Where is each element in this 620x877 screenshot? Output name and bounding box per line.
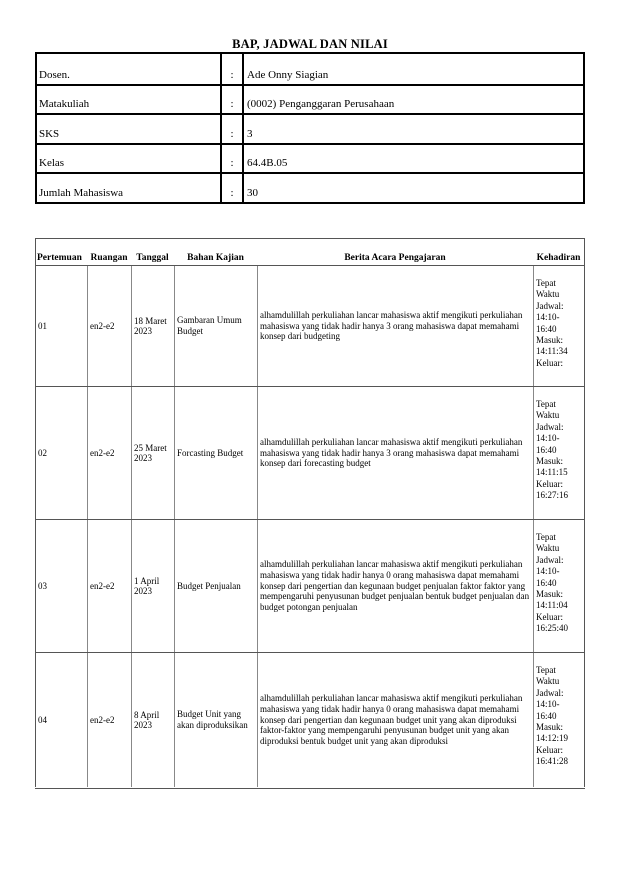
info-separator: : [220, 86, 244, 114]
cell-pertemuan: 03 [38, 581, 47, 591]
teaching-record-table [35, 238, 585, 787]
cell-berita-acara: alhamdulillah perkuliahan lancar mahasiswa aktif mengikuti perkuliahan mahasiswa yang tidak hadir hanya 3 orang mahasiswa dapat memahami konsep dari forecasting budget [257, 387, 533, 519]
document-title: BAP, JADWAL DAN NILAI [232, 37, 388, 51]
cell-kehadiran: Tepat Waktu Jadwal: 14:10- 16:40 Masuk: 14:12:19 Keluar: 16:41:28 [533, 653, 584, 787]
cell-ruangan: en2-e2 [87, 387, 131, 519]
info-row-kelas [37, 143, 583, 173]
info-row-matakuliah [37, 84, 583, 114]
info-row-dosen [37, 54, 583, 84]
info-value: 3 [247, 127, 253, 140]
table-row [36, 519, 584, 652]
table-bottom-border [35, 788, 585, 789]
cell-bahan-kajian: Budget Penjualan [174, 520, 257, 652]
cell-tanggal: 1 April 2023 [131, 520, 174, 652]
cell-ruangan: en2-e2 [87, 520, 131, 652]
info-label: Matakuliah [39, 98, 90, 111]
cell-berita-acara: alhamdulillah perkuliahan lancar mahasiswa aktif mengikuti perkuliahan mahasiswa yang tidak hadir hanya 0 orang mahasiswa dapat memahami konsep dari pengertian dan kegunaan budget unit yang akan diproduksi faktor-faktor yang mempengaruhi penyusunan budget unit yang akan diproduksi bentuk budget unit yang akan diproduksi [257, 653, 533, 787]
info-row-jumlah-mahasiswa [37, 172, 583, 202]
cell-tanggal: 25 Maret 2023 [131, 387, 174, 519]
cell-ruangan: en2-e2 [87, 653, 131, 787]
info-label: Kelas [39, 157, 65, 170]
info-label: Jumlah Mahasiswa [39, 186, 124, 199]
header-ruangan: Ruangan [90, 253, 128, 263]
info-separator: : [220, 115, 244, 143]
info-row-sks [37, 113, 583, 143]
cell-kehadiran: Tepat Waktu Jadwal: 14:10- 16:40 Masuk: 14:11:15 Keluar: 16:27:16 [533, 387, 584, 519]
cell-berita-acara: alhamdulillah perkuliahan lancar mahasiswa aktif mengikuti perkuliahan mahasiswa yang tidak hadir hanya 0 orang mahasiswa dapat memahami konsep dari pengertian dan kegunaan budget penjualan faktor faktor yang mempengaruhi penyusunan budget penjualan bentuk budget penjualan dan budget potongan penjualan [257, 520, 533, 652]
table-row [36, 265, 584, 386]
table-row [36, 386, 584, 519]
info-separator: : [220, 174, 244, 202]
info-label: SKS [39, 127, 60, 140]
cell-ruangan: en2-e2 [87, 266, 131, 386]
info-separator: : [220, 54, 244, 84]
info-value: Ade Onny Siagian [247, 68, 329, 81]
cell-tanggal: 8 April 2023 [131, 653, 174, 787]
header-berita-acara: Berita Acara Pengajaran [344, 253, 446, 263]
cell-bahan-kajian: Gambaran Umum Budget [174, 266, 257, 386]
table-header-row [36, 239, 584, 265]
cell-pertemuan: 01 [38, 321, 47, 331]
header-bahan-kajian: Bahan Kajian [187, 253, 244, 263]
info-label: Dosen. [39, 68, 70, 81]
info-separator: : [220, 145, 244, 173]
header-tanggal: Tanggal [136, 253, 169, 263]
header-pertemuan: Pertemuan [37, 253, 82, 263]
info-value: 30 [247, 186, 258, 199]
course-info-table [35, 52, 585, 204]
info-value: 64.4B.05 [247, 157, 288, 170]
cell-kehadiran: Tepat Waktu Jadwal: 14:10- 16:40 Masuk: 14:11:04 Keluar: 16:25:40 [533, 520, 584, 652]
cell-berita-acara: alhamdulillah perkuliahan lancar mahasiswa aktif mengikuti perkuliahan mahasiswa yang tidak hadir hanya 3 orang mahasiswa dapat memahami konsep dari budgeting [257, 266, 533, 386]
cell-bahan-kajian: Forcasting Budget [174, 387, 257, 519]
cell-pertemuan: 02 [38, 448, 47, 458]
header-kehadiran: Kehadiran [536, 253, 581, 263]
info-value: (0002) Penganggaran Perusahaan [247, 98, 395, 111]
table-row [36, 652, 584, 787]
cell-pertemuan: 04 [38, 715, 47, 725]
cell-bahan-kajian: Budget Unit yang akan diproduksikan [174, 653, 257, 787]
cell-kehadiran: Tepat Waktu Jadwal: 14:10- 16:40 Masuk: 14:11:34 Keluar: [533, 266, 584, 386]
cell-tanggal: 18 Maret 2023 [131, 266, 174, 386]
